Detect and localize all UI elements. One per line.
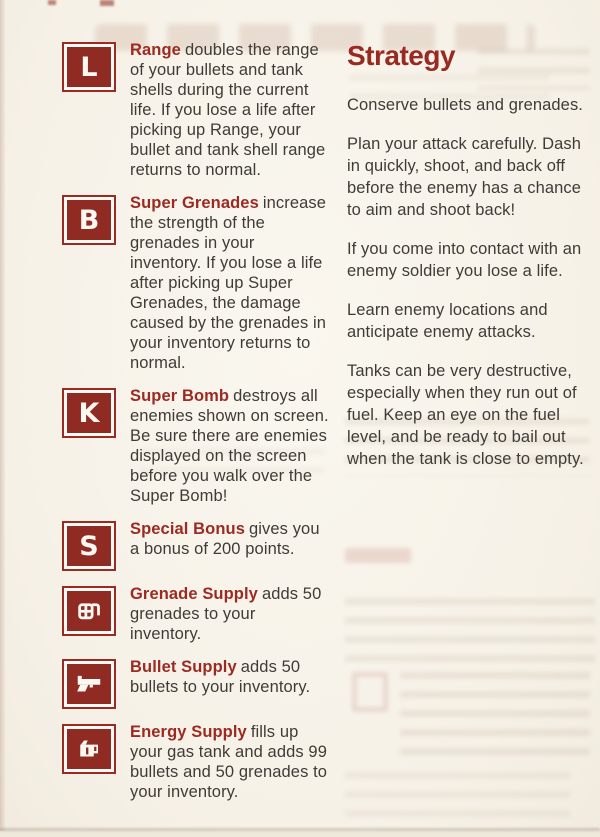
special-bonus-s-icon [62,521,116,571]
strategy-paragraph: Tanks can be very destructive, especially when they run out of fuel. Keep an eye on the fuel level, and be ready to bail out when the tank is close to empty. [347,362,584,468]
item-name: Super Bomb [130,387,230,405]
item-name: Energy Supply [130,723,247,741]
item-description-text: fills up your gas tank and adds 99 bullets and 50 grenades to your inventory. [130,723,328,801]
item-row-energy-supply [62,722,332,802]
item-row-bullet-supply [62,657,332,709]
item-description-text: increase the strength of the grenades in your inventory. If you lose a life after picking up Super Grenades, the damage caused by the grenades in your inventory returns to normal. [130,194,327,372]
letter-b-glyph: B [67,200,111,240]
item-name: Range [130,41,181,59]
item-description [130,40,330,180]
cropped-print-artifact [48,0,56,5]
strategy-paragraph: Learn enemy locations and anticipate enemy attacks. [347,301,548,341]
item-name: Grenade Supply [130,585,258,603]
item-row-range [62,40,332,180]
item-description-text: doubles the range of your bullets and tank shells during the current life. If you lose a life after picking up Range, your bullet and tank shell range returns to normal. [130,41,326,179]
item-description [130,584,330,644]
strategy-heading: Strategy [347,40,456,71]
item-description [130,386,330,506]
strategy-column [347,40,597,815]
item-row-special-bonus [62,519,332,571]
item-description [130,519,330,559]
letter-l-glyph: L [67,47,111,87]
item-description-text: adds 50 grenades to your inventory. [130,585,322,643]
item-description [130,722,330,802]
fuel-can-glyph [67,729,111,769]
grenade-icon [62,586,116,636]
item-description [130,657,330,697]
item-description-text: adds 50 bullets to your inventory. [130,658,311,696]
pistol-icon [62,659,116,709]
super-bomb-k-icon [62,388,116,438]
item-row-grenade-supply [62,584,332,644]
item-row-super-grenades [62,193,332,373]
page-bottom-scan-line [0,828,600,831]
letter-s-glyph: S [67,526,111,566]
super-grenades-b-icon [62,195,116,245]
item-name: Bullet Supply [130,658,237,676]
page-bottom-edge [0,831,600,837]
strategy-paragraph: If you come into contact with an enemy soldier you lose a life. [347,240,582,280]
grenade-glyph [67,591,111,631]
range-l-icon [62,42,116,92]
page-content [62,40,597,815]
cropped-print-artifact [100,0,114,6]
pistol-glyph [67,664,111,704]
strategy-paragraph: Conserve bullets and grenades. [347,96,583,114]
item-description-text: gives you a bonus of 200 points. [130,520,320,558]
item-row-super-bomb [62,386,332,506]
item-name: Super Grenades [130,194,259,212]
item-name: Special Bonus [130,520,245,538]
page-left-edge-shadow [0,0,6,837]
items-column [62,40,332,815]
item-description-text: destroys all enemies shown on screen. Be sure there are enemies displayed on the screen before you walk over the Super Bomb! [130,387,329,505]
fuel-can-icon [62,724,116,774]
item-description [130,193,330,373]
strategy-paragraph: Plan your attack carefully. Dash in quickly, shoot, and back off before the enemy has a chance to aim and shoot back! [347,135,582,219]
letter-k-glyph: K [67,393,111,433]
